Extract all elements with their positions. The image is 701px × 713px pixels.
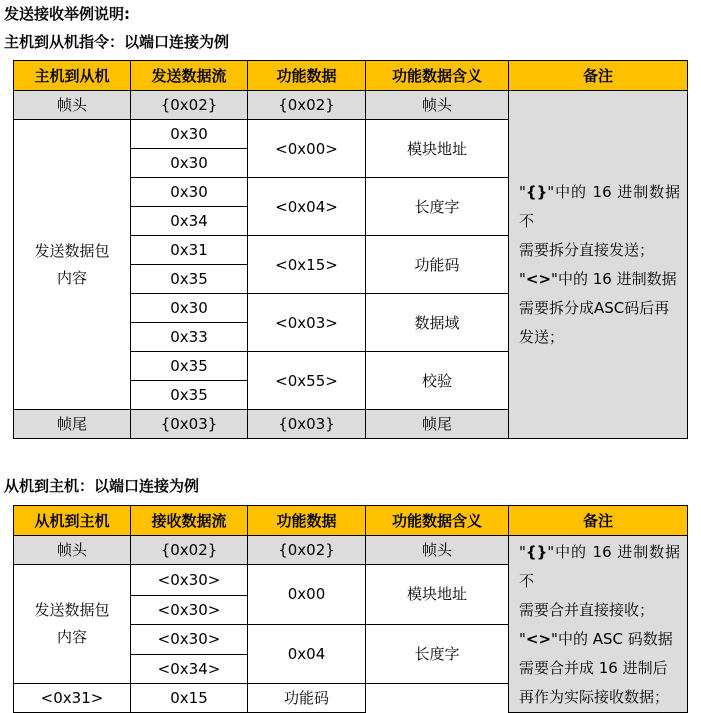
table-cell: 长度字 [366, 178, 509, 236]
table-cell: 功能码 [248, 684, 366, 713]
table-cell: <0x34> [131, 655, 248, 684]
remark-line: 再作为实际接收数据； [519, 688, 670, 706]
host-to-slave-table [13, 60, 688, 439]
table-cell: 数据域 [366, 294, 509, 352]
table-cell: {0x03} [248, 410, 366, 439]
col-header: 功能数据含义 [366, 506, 509, 536]
table-cell: <0x30> [131, 565, 248, 596]
table-cell: {0x02} [248, 536, 366, 565]
table-cell: {0x02} [248, 91, 366, 120]
section1-heading: 主机到从机指令：以端口连接为例 [4, 33, 230, 51]
table-header-row [14, 506, 688, 536]
table-cell: {0x02} [131, 91, 248, 120]
col-header: 备注 [509, 61, 688, 91]
remark-line: 发送； [519, 327, 565, 346]
table-cell: 模块地址 [366, 565, 509, 625]
col-header: 功能数据含义 [366, 61, 509, 91]
table-cell: <0x31> [14, 684, 131, 713]
col-header: 发送数据流 [131, 61, 248, 91]
table-cell: <0x30> [131, 595, 248, 624]
remark-line: "{}"中的 16 进制数据不 [519, 182, 680, 230]
table-cell: <0x04> [248, 178, 366, 236]
page-title: 发送接收举例说明: [4, 5, 130, 23]
table-cell: 长度字 [366, 624, 509, 684]
table-cell: 0x31 [131, 236, 248, 265]
table-header-row [14, 61, 688, 91]
col-header: 接收数据流 [131, 506, 248, 536]
remark-line: "<>"中的 16 进制数据 [519, 269, 677, 288]
table-cell: 帧头 [14, 91, 131, 120]
frame-head-row [14, 536, 688, 565]
table-cell: 0x04 [248, 624, 366, 684]
table-cell: 0x35 [131, 265, 248, 294]
table-cell: 0x35 [131, 381, 248, 410]
table-cell: 功能码 [366, 236, 509, 294]
remark-line: "<>"中的 ASC 码数据 [519, 630, 673, 648]
table-cell: 0x30 [131, 120, 248, 149]
table-cell: 帧头 [14, 536, 131, 565]
table-cell: 帧头 [366, 536, 509, 565]
table-cell: 帧头 [366, 91, 509, 120]
remark-line: 需要合并直接接收； [519, 601, 655, 619]
col-header: 功能数据 [248, 506, 366, 536]
table-cell: <0x00> [248, 120, 366, 178]
col-header: 备注 [509, 506, 688, 536]
remarks-cell [509, 91, 688, 439]
table-cell: <0x15> [248, 236, 366, 294]
table-cell: <0x30> [131, 624, 248, 655]
slave-to-host-table [13, 505, 688, 713]
section2-heading: 从机到主机：以端口连接为例 [4, 477, 200, 495]
table-cell: {0x02} [131, 536, 248, 565]
col-header: 从机到主机 [14, 506, 131, 536]
table-cell: 帧尾 [366, 410, 509, 439]
remark-line: 需要拆分成ASC码后再 [519, 298, 670, 317]
col-header: 主机到从机 [14, 61, 131, 91]
packet-content-label: 发送数据包 内容 [14, 565, 131, 684]
col-header: 功能数据 [248, 61, 366, 91]
remark-line: 需要拆分直接发送； [519, 240, 655, 259]
packet-content-label: 发送数据包 内容 [14, 120, 131, 410]
frame-head-row [14, 91, 688, 120]
table-cell: <0x55> [248, 352, 366, 410]
table-cell: 0x34 [131, 207, 248, 236]
table-cell: 模块地址 [366, 120, 509, 178]
table-cell: 0x35 [131, 352, 248, 381]
table-cell: {0x03} [131, 410, 248, 439]
remarks-cell [509, 536, 688, 713]
table-cell: <0x03> [248, 294, 366, 352]
table-cell: 0x15 [131, 684, 248, 713]
table-cell: 0x33 [131, 323, 248, 352]
table-cell: 0x30 [131, 149, 248, 178]
table-cell: 0x30 [131, 294, 248, 323]
table-cell: 0x30 [131, 178, 248, 207]
remark-line: "{}"中的 16 进制数据不 [519, 543, 680, 590]
table-cell: 0x00 [248, 565, 366, 625]
table-cell: 校验 [366, 352, 509, 410]
table-cell: 帧尾 [14, 410, 131, 439]
remark-line: 需要合并成 16 进制后 [519, 659, 668, 677]
